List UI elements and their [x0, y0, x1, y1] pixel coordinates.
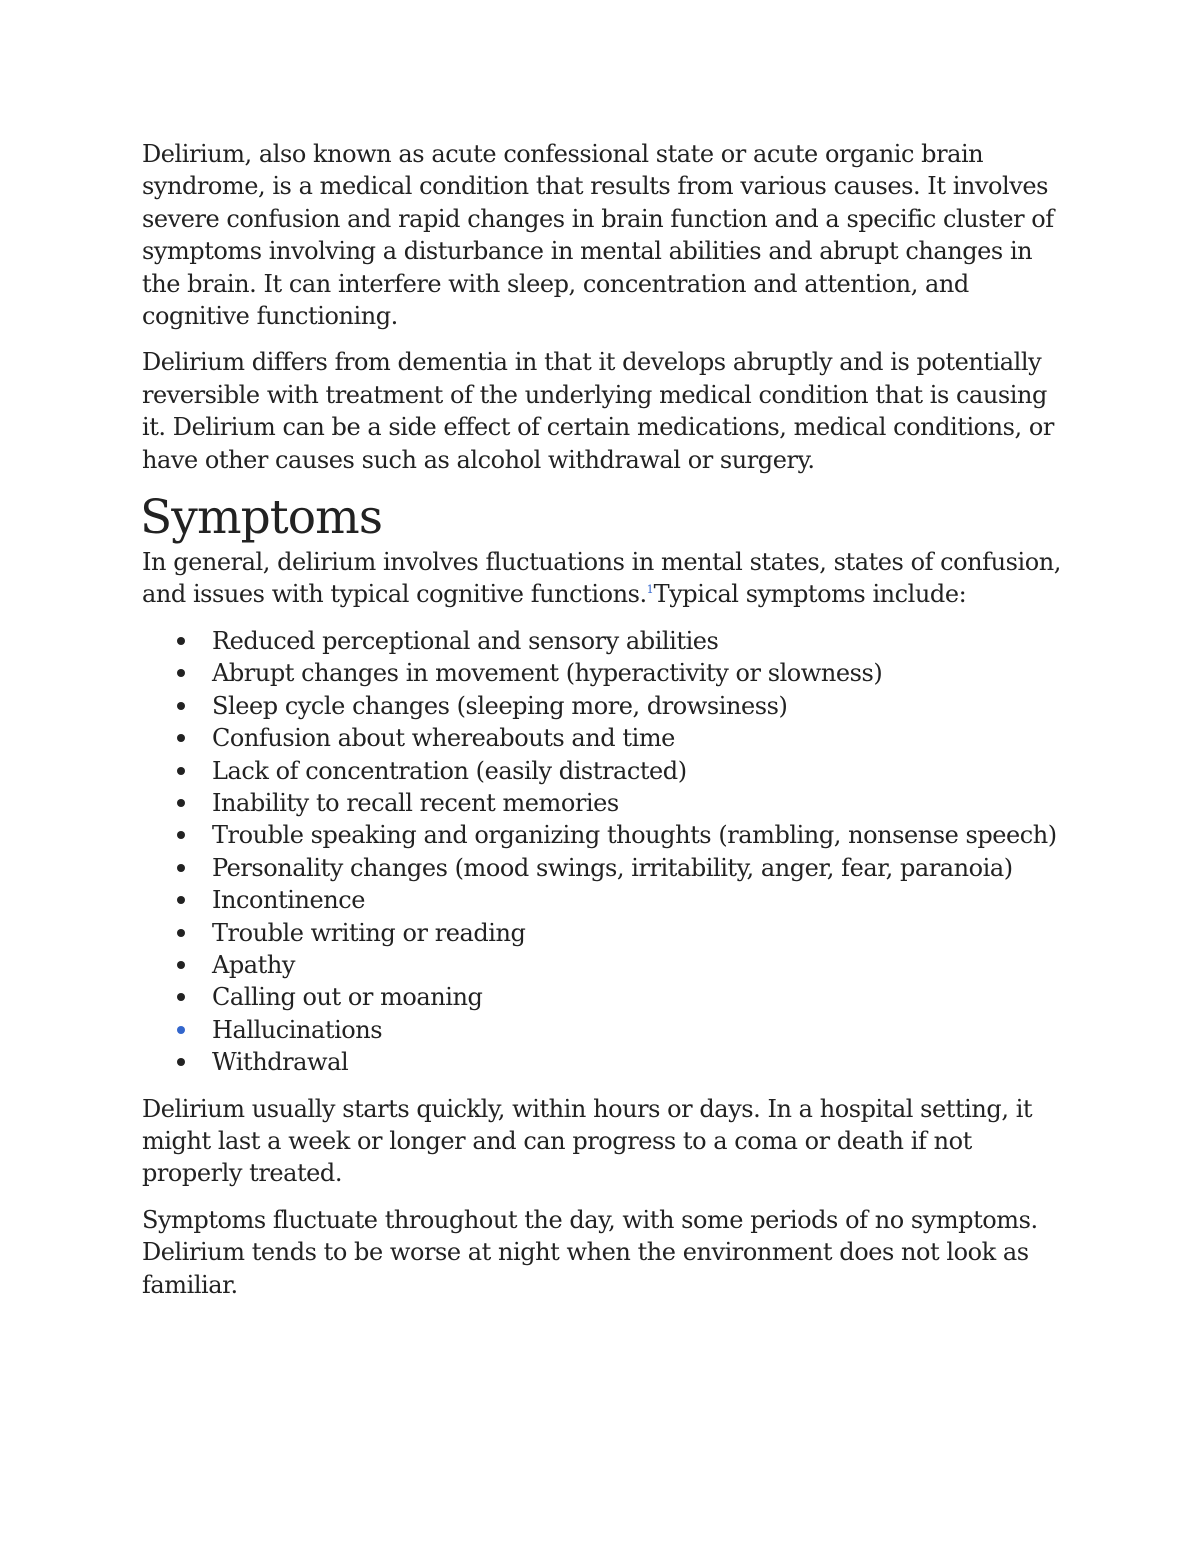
- list-item: [142, 852, 1072, 884]
- bullet-icon: [177, 864, 185, 872]
- bullet-icon: [177, 929, 185, 937]
- list-item-text: Trouble writing or reading: [212, 918, 526, 947]
- bullet-icon: [177, 734, 185, 742]
- list-item-text: Calling out or moaning: [212, 983, 483, 1012]
- bullet-icon: [177, 669, 185, 677]
- list-item-text: Abrupt changes in movement (hyperactivity or slowness): [212, 659, 883, 688]
- paragraph-onset: Delirium usually starts quickly, within hours or days. In a hospital setting, it might last a week or longer and can progress to a coma or death if not properly treated.: [142, 1094, 1033, 1188]
- bullet-icon: [177, 1058, 185, 1066]
- bullet-icon: [177, 637, 185, 645]
- list-item-text: Lack of concentration (easily distracted): [212, 756, 687, 785]
- list-item: [142, 949, 1072, 981]
- symptoms-intro-text: In general, delirium involves fluctuations in mental states, states of confusion, and issues with typical cognitive functions.: [142, 548, 1061, 609]
- list-item: [142, 755, 1072, 787]
- list-item: [142, 1046, 1072, 1078]
- list-item: [142, 625, 1072, 657]
- list-item-text: Confusion about whereabouts and time: [212, 724, 675, 753]
- list-item-text: Reduced perceptional and sensory abilities: [212, 626, 719, 655]
- list-item: [142, 819, 1072, 851]
- list-item-text: Incontinence: [212, 886, 365, 915]
- list-item: [142, 1014, 1072, 1046]
- document-body: [142, 138, 1072, 1315]
- bullet-icon: [177, 831, 185, 839]
- list-item: [142, 884, 1072, 916]
- list-item-text: Apathy: [212, 950, 295, 979]
- symptoms-list: [142, 625, 1072, 1079]
- bullet-icon: [177, 702, 185, 710]
- paragraph-fluctuation: Symptoms fluctuate throughout the day, with some periods of no symptoms. Delirium tends to be worse at night when the environment does not look as familiar.: [142, 1205, 1038, 1299]
- list-item: [142, 917, 1072, 949]
- list-item: [142, 981, 1072, 1013]
- symptoms-intro: [142, 546, 1072, 611]
- list-item-text: Inability to recall recent memories: [212, 788, 619, 817]
- list-item-text: Sleep cycle changes (sleeping more, drowsiness): [212, 691, 788, 720]
- bullet-icon: [177, 993, 185, 1001]
- list-item-text: Withdrawal: [212, 1048, 349, 1077]
- symptoms-intro-lead: Typical symptoms include:: [653, 580, 967, 609]
- paragraph-definition: Delirium, also known as acute confessional state or acute organic brain syndrome, is a medical condition that results from various causes. It involves severe confusion and rapid changes in brain function and a specific cluster of symptoms involving a disturbance in mental abilities and abrupt changes in the brain. It can interfere with sleep, concentration and attention, and cognitive functioning.: [142, 140, 1054, 331]
- list-item-text: Trouble speaking and organizing thoughts (rambling, nonsense speech): [212, 821, 1057, 850]
- list-item: [142, 690, 1072, 722]
- section-heading-symptoms: Symptoms: [140, 490, 383, 546]
- paragraph-dementia-comparison: Delirium differs from dementia in that it develops abruptly and is potentially reversible with treatment of the underlying medical condition that is causing it. Delirium can be a side effect of certain medications, medical conditions, or have other causes such as alcohol withdrawal or surgery.: [142, 348, 1054, 474]
- list-item-text: Personality changes (mood swings, irritability, anger, fear, paranoia): [212, 853, 1013, 882]
- list-item: [142, 787, 1072, 819]
- list-item-text: Hallucinations: [212, 1015, 383, 1044]
- reference-link[interactable]: 1: [646, 583, 654, 597]
- bullet-icon-highlighted: [177, 1026, 185, 1034]
- bullet-icon: [177, 799, 185, 807]
- bullet-icon: [177, 896, 185, 904]
- list-item: [142, 722, 1072, 754]
- bullet-icon: [177, 961, 185, 969]
- bullet-icon: [177, 767, 185, 775]
- list-item: [142, 657, 1072, 689]
